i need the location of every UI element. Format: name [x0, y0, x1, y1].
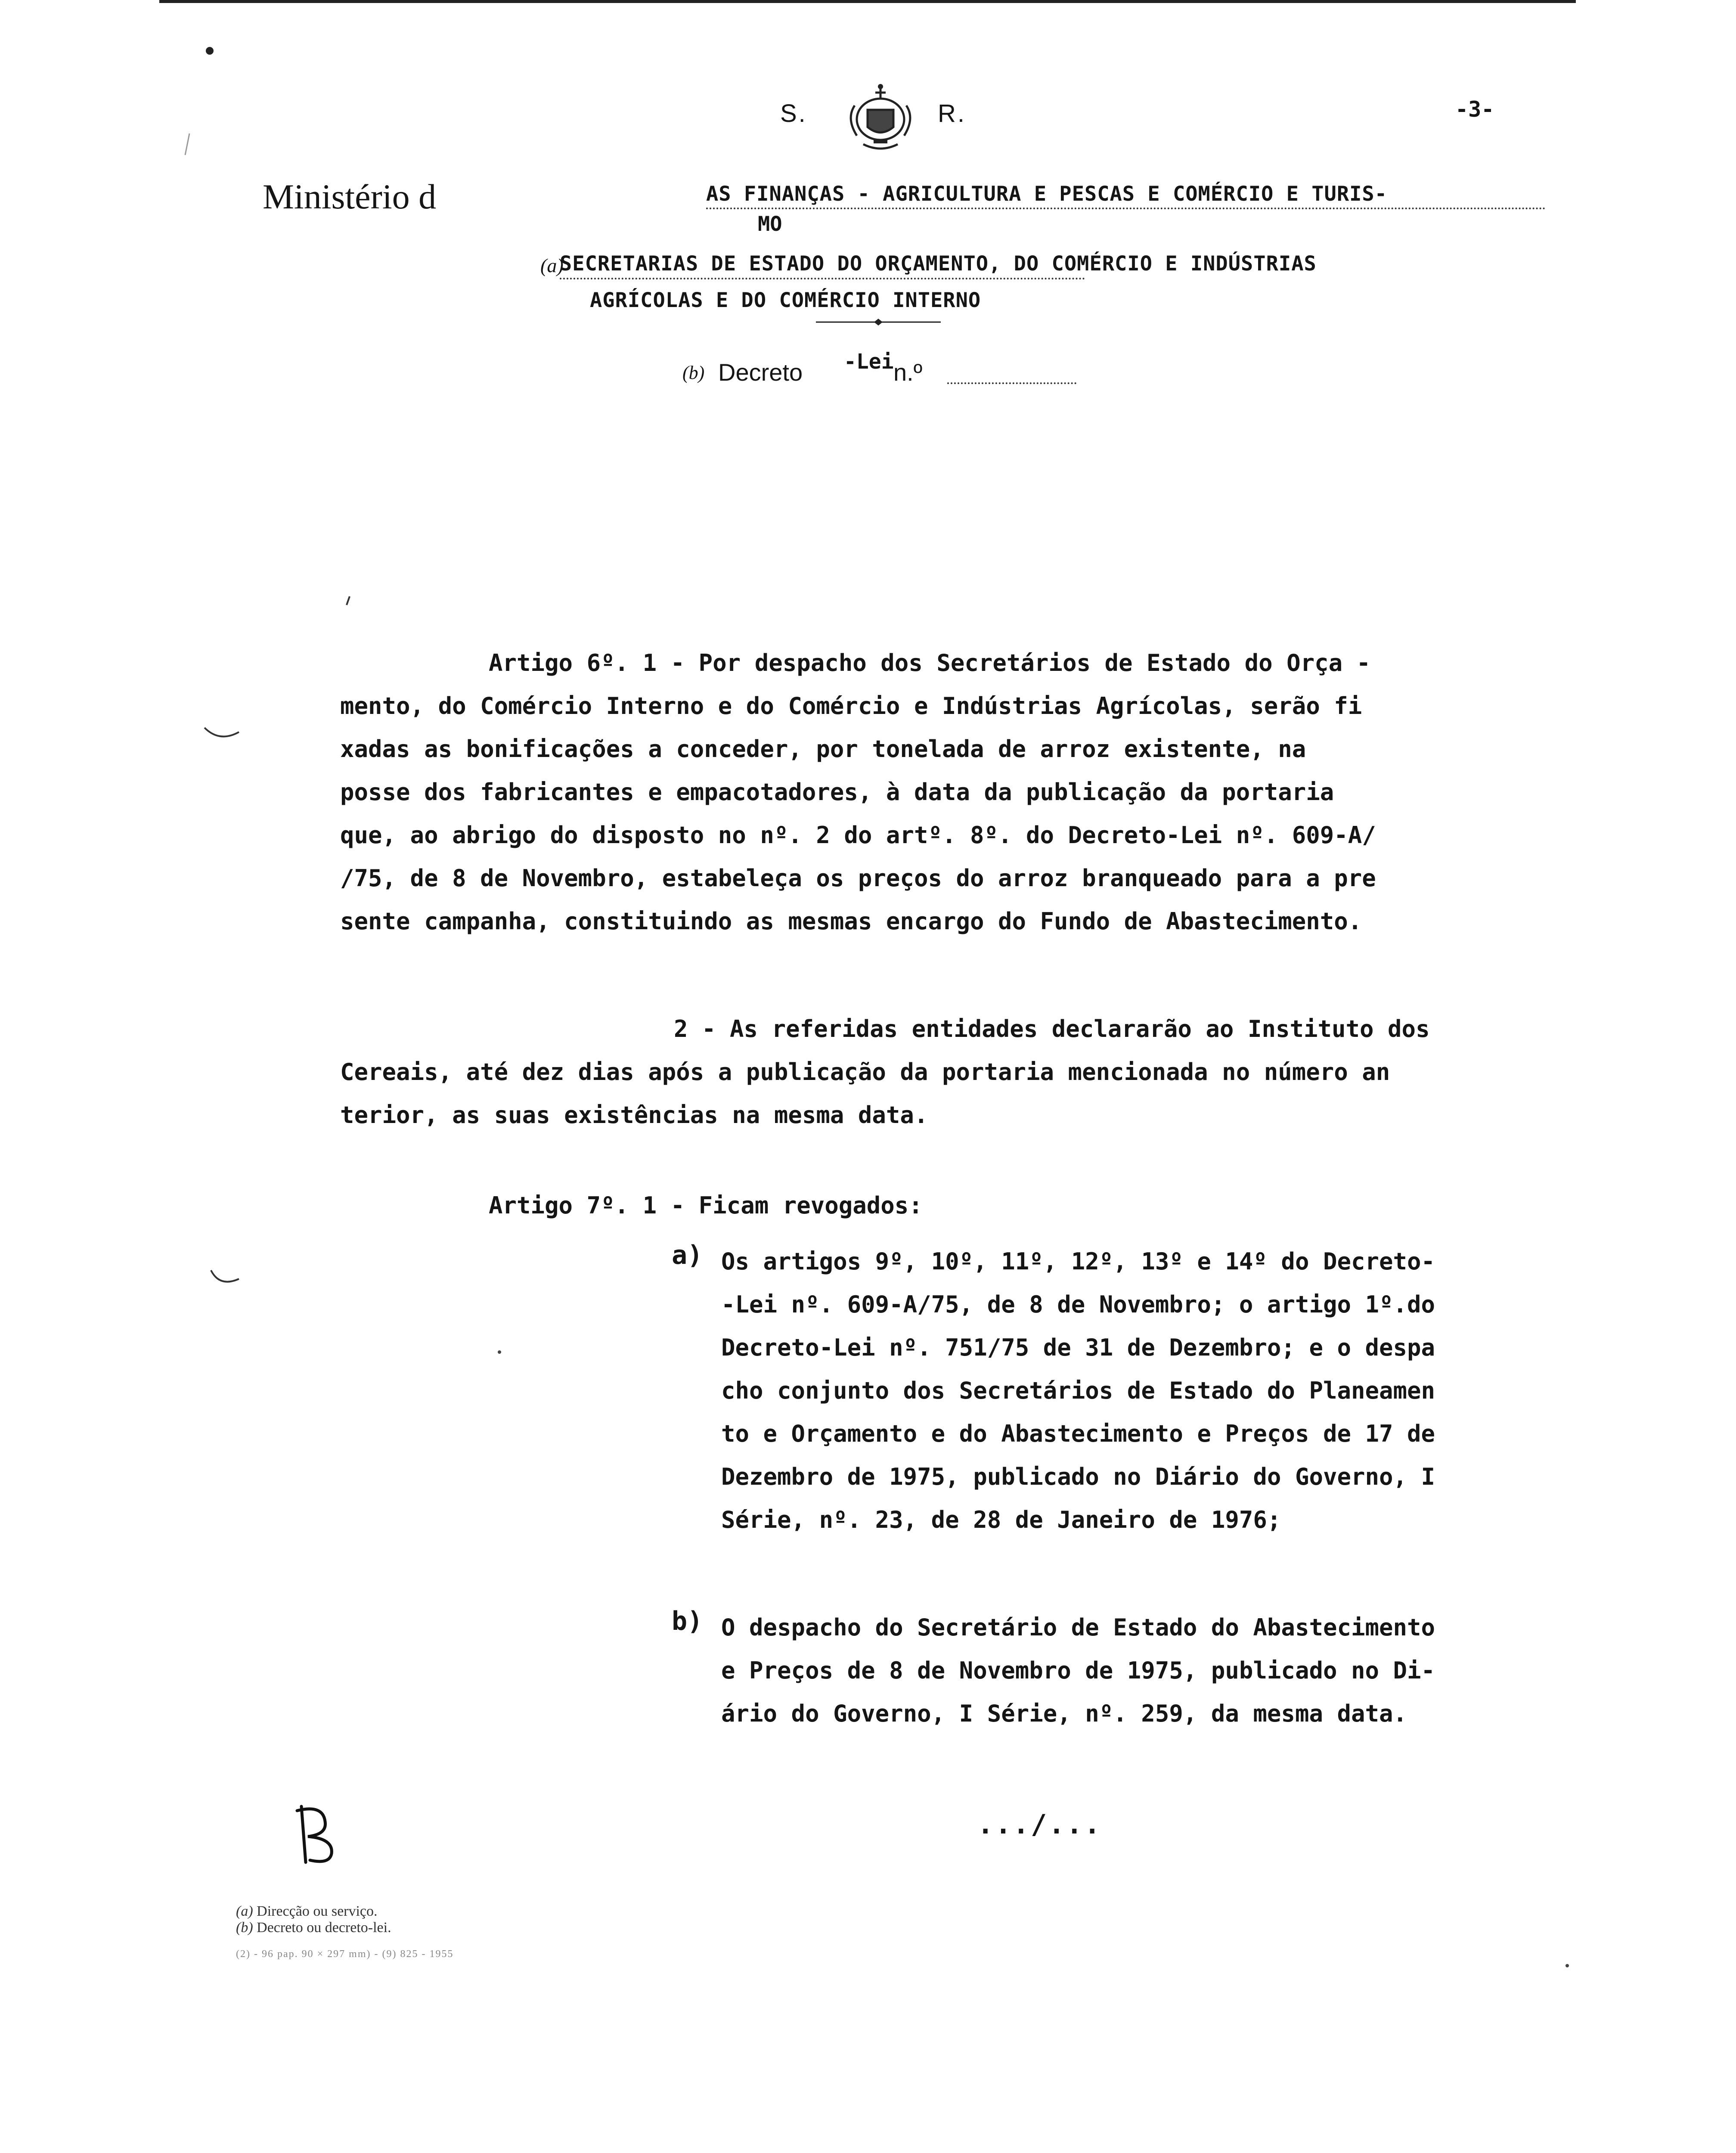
text-line: cho conjunto dos Secretários de Estado do Planeamen [721, 1377, 1435, 1404]
ministry-name-line-1: AS FINANÇAS - AGRICULTURA E PESCAS E COMÉRCIO E TURIS- [706, 182, 1388, 206]
text-line: to e Orçamento e do Abastecimento e Preços de 17 de [721, 1420, 1435, 1447]
text-line: e Preços de 8 de Novembro de 1975, publicado no Di- [721, 1657, 1435, 1684]
decree-type-filled: -Lei [844, 350, 894, 374]
text-line: mento, do Comércio Interno e do Comércio e Indústrias Agrícolas, serão fi [340, 692, 1362, 720]
header-right-letter: R. [938, 99, 966, 127]
ministry-label: Ministério d [263, 177, 437, 216]
item-b-letter: b) [672, 1606, 703, 1636]
text-line: ário do Governo, I Série, nº. 259, da mesma data. [721, 1700, 1407, 1727]
text-line: Os artigos 9º, 10º, 11º, 12º, 13º e 14º do Decreto- [721, 1248, 1435, 1275]
text-line: O despacho do Secretário de Estado do Abastecimento [721, 1614, 1435, 1641]
text-line: sente campanha, constituindo as mesmas encargo do Fundo de Abastecimento. [340, 908, 1362, 935]
service-line-1: SECRETARIAS DE ESTADO DO ORÇAMENTO, DO COMÉRCIO E INDÚSTRIAS [560, 252, 1317, 276]
footnote-marker-a: (a) [540, 254, 564, 276]
footnote-b-text: Decreto ou decreto-lei. [257, 1920, 391, 1936]
ministry-name-line-2: MO [758, 212, 782, 236]
service-line-2: AGRÍCOLAS E DO COMÉRCIO INTERNO [590, 289, 981, 312]
decree-number-label: n.º [893, 359, 923, 386]
footnote-a-text: Direcção ou serviço. [257, 1903, 378, 1919]
text-line: que, ao abrigo do disposto no nº. 2 do artº. 8º. do Decreto-Lei nº. 609-A/ [340, 822, 1376, 849]
text-line: Artigo 7º. 1 - Ficam revogados: [489, 1192, 923, 1219]
text-line: terior, as suas existências na mesma data. [340, 1101, 928, 1129]
page-number: -3- [1455, 97, 1494, 122]
continuation-mark: .../... [977, 1809, 1102, 1840]
printer-mark: (2) - 96 pap. 90 × 297 mm) - (9) 825 - 1955 [236, 1948, 454, 1960]
text-line: Decreto-Lei nº. 751/75 de 31 de Dezembro; e o despa [721, 1334, 1435, 1361]
footnote-marker-b: (b) [682, 362, 705, 383]
text-line: 2 - As referidas entidades declararão ao Instituto dos [674, 1015, 1430, 1042]
text-line: posse dos fabricantes e empacotadores, à data da publicação da portaria [340, 779, 1334, 806]
text-line: xadas as bonificações a conceder, por tonelada de arroz existente, na [340, 735, 1306, 763]
footnote-a-marker: (a) [236, 1903, 253, 1919]
header-left-letter: S. [780, 99, 807, 127]
text-line: Artigo 6º. 1 - Por despacho dos Secretários de Estado do Orça - [489, 649, 1371, 676]
item-a-letter: a) [672, 1240, 703, 1270]
text-line: Cereais, até dez dias após a publicação da portaria mencionada no número an [340, 1058, 1390, 1086]
footnote-b-marker: (b) [236, 1920, 253, 1936]
text-line: Série, nº. 23, de 28 de Janeiro de 1976; [721, 1506, 1281, 1533]
text-line: -Lei nº. 609-A/75, de 8 de Novembro; o artigo 1º.do [721, 1291, 1435, 1318]
text-line: Dezembro de 1975, publicado no Diário do Governo, I [721, 1463, 1435, 1490]
decree-label: Decreto [718, 359, 803, 386]
text-line: /75, de 8 de Novembro, estabeleça os preços do arroz branqueado para a pre [340, 865, 1376, 892]
